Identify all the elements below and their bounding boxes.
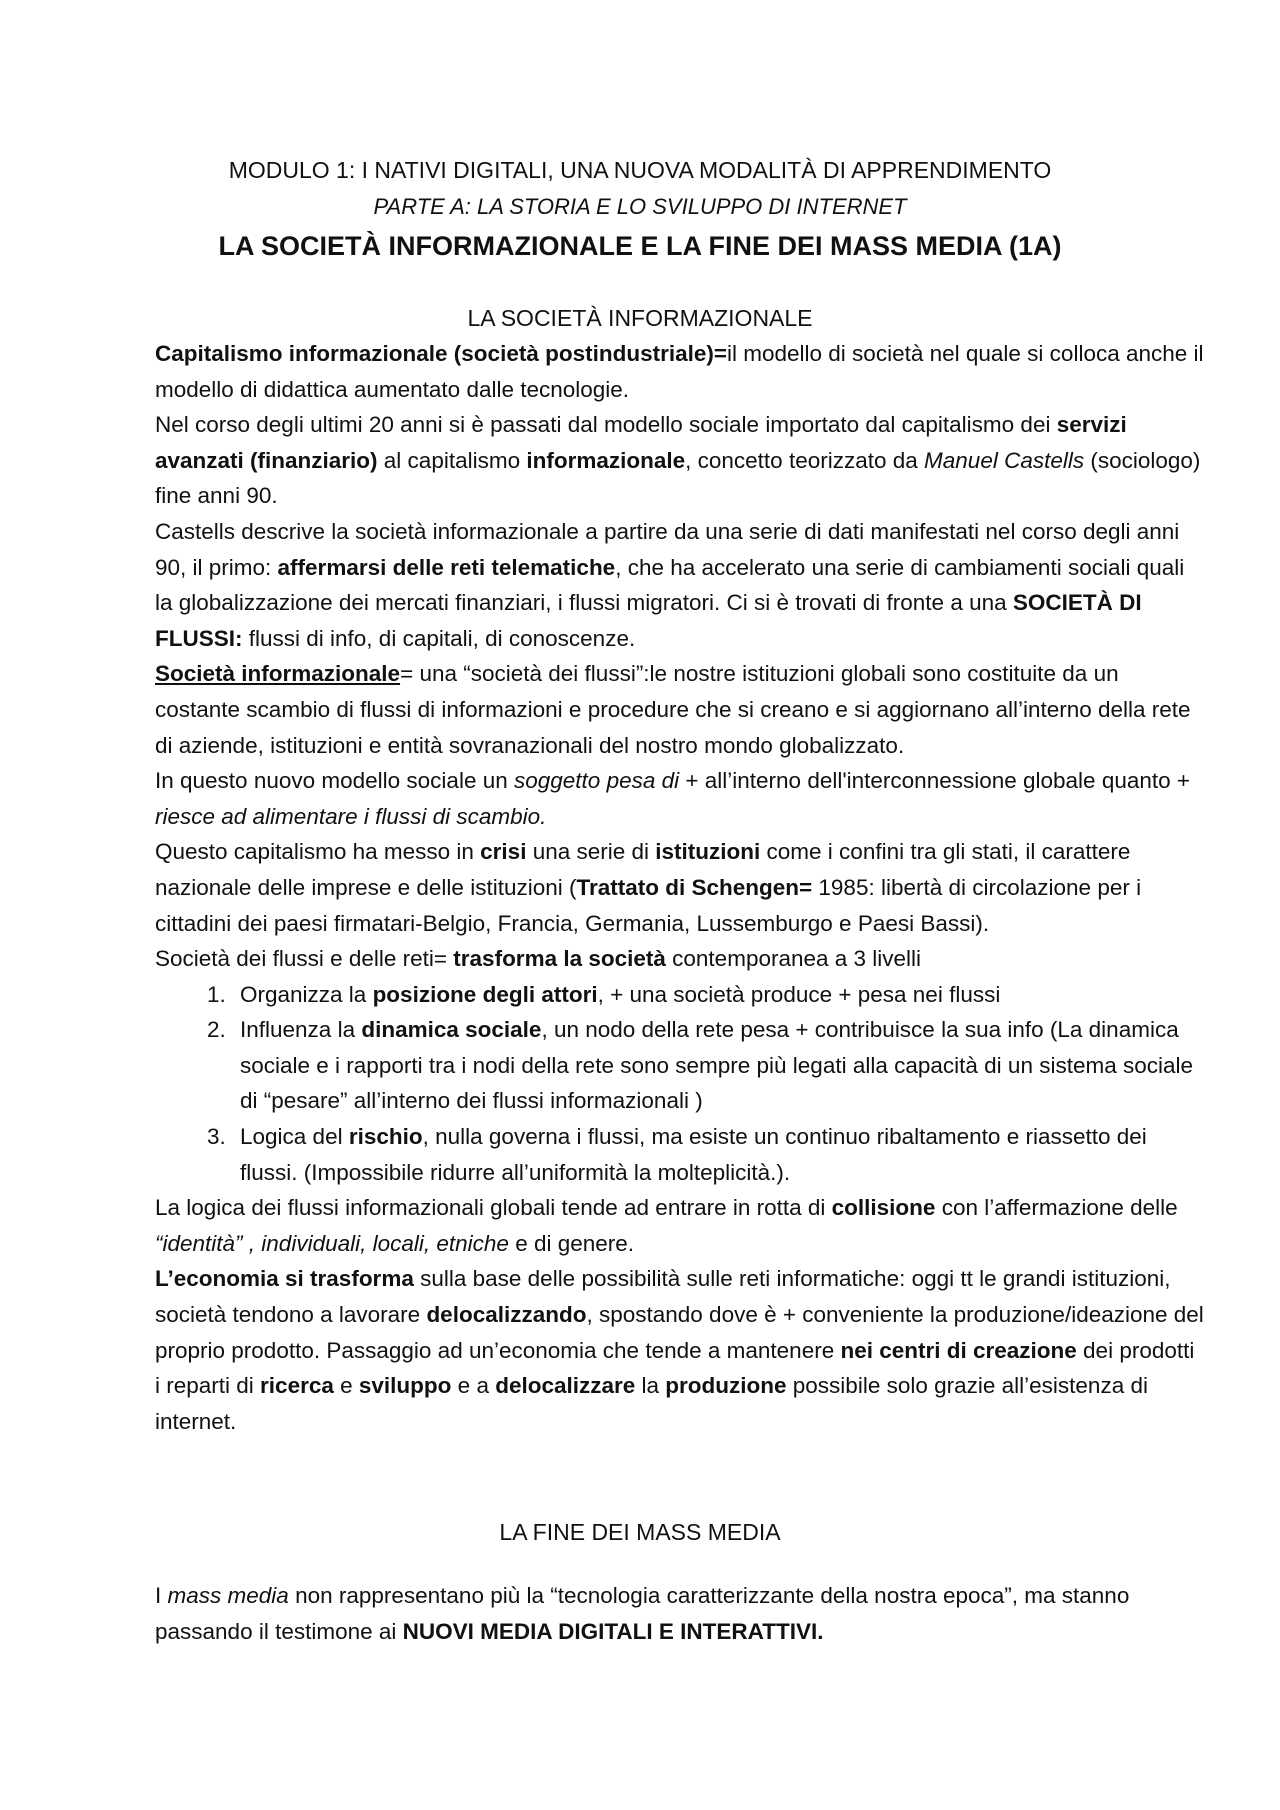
section-heading-societa: LA SOCIETÀ INFORMAZIONALE	[467, 305, 813, 331]
section-body-mass-media	[155, 1578, 1205, 1649]
paragraph-group	[155, 336, 1205, 977]
paragraph-group-after-list	[155, 1190, 1205, 1439]
document-title: LA SOCIETÀ INFORMAZIONALE E LA FINE DEI MASS MEDIA (1A)	[218, 231, 1062, 261]
paragraph-group	[155, 1578, 1205, 1649]
paragraph: Società dei flussi e delle reti= trasforma la società contemporanea a 3 livelli	[155, 946, 922, 972]
paragraph: Nel corso degli ultimi 20 anni si è passati dal modello sociale importato dal capitalismo dei servizi avanzati (finanziario) al capitalismo informazionale, concetto teorizzato da Manuel Castells (sociologo) fine anni 90.	[155, 412, 1201, 509]
numbered-list	[155, 977, 1205, 1191]
paragraph: L’economia si trasforma sulla base delle possibilità sulle reti informatiche: oggi tt le grandi istituzioni, società tendono a lavorare delocalizzando, spostando dove è + conveniente la produzione/ideazione del proprio prodotto. Passaggio ad un’economia che tende a mantenere nei centri di creazione dei prodotti i reparti di ricerca e sviluppo e a delocalizzare la produzione possibile solo grazie all’esistenza di internet.	[155, 1266, 1204, 1434]
section-heading-mass-media: LA FINE DEI MASS MEDIA	[499, 1519, 781, 1545]
section-body-societa	[155, 336, 1205, 1439]
paragraph: La logica dei flussi informazionali globali tende ad entrare in rotta di collisione con l’affermazione delle “identità” , individuali, locali, etniche e di genere.	[155, 1195, 1178, 1256]
paragraph: I mass media non rappresentano più la “tecnologia caratterizzante della nostra epoca”, ma stanno passando il testimone ai NUOVI MEDIA DIGITALI E INTERATTIVI.	[155, 1583, 1130, 1644]
paragraph: Questo capitalismo ha messo in crisi una serie di istituzioni come i confini tra gli stati, il carattere nazionale delle imprese e delle istituzioni (Trattato di Schengen= 1985: libertà di circolazione per i cittadini dei paesi firmatari-Belgio, Francia, Germania, Lussemburgo e Paesi Bassi).	[155, 839, 1142, 936]
paragraph: Società informazionale= una “società dei flussi”:le nostre istituzioni globali sono costituite da un costante scambio di flussi di informazioni e procedure che si creano e si aggiornano all’interno della rete di aziende, istituzioni e entità sovranazionali del nostro mondo globalizzato.	[155, 661, 1191, 758]
list-item: 2. Influenza la dinamica sociale, un nodo della rete pesa + contribuisce la sua info (La dinamica sociale e i rapporti tra i nodi della rete sono sempre più legati alla capacità di un sistema sociale di “pesare” all’interno dei flussi informazionali )	[232, 1012, 1205, 1119]
paragraph: Capitalismo informazionale (società postindustriale)=il modello di società nel quale si colloca anche il modello di didattica aumentato dalle tecnologie.	[155, 341, 1204, 402]
list-item: 1. Organizza la posizione degli attori, + una società produce + pesa nei flussi	[232, 977, 1205, 1013]
module-heading: MODULO 1: I NATIVI DIGITALI, UNA NUOVA MODALITÀ DI APPRENDIMENTO	[228, 157, 1052, 183]
paragraph: In questo nuovo modello sociale un soggetto pesa di + all’interno dell'interconnessione globale quanto + riesce ad alimentare i flussi di scambio.	[155, 768, 1191, 829]
paragraph: Castells descrive la società informazionale a partire da una serie di dati manifestati nel corso degli anni 90, il primo: affermarsi delle reti telematiche, che ha accelerato una serie di cambiamenti sociali quali la globalizzazione dei mercati finanziari, i flussi migratori. Ci si è trovati di fronte a una SOCIETÀ DI FLUSSI: flussi di info, di capitali, di conoscenze.	[155, 518, 1185, 651]
parte-subheading: PARTE A: LA STORIA E LO SVILUPPO DI INTERNET	[373, 194, 907, 219]
list-item: 3. Logica del rischio, nulla governa i flussi, ma esiste un continuo ribaltamento e riassetto dei flussi. (Impossibile ridurre all’uniformità la molteplicità.).	[232, 1119, 1205, 1190]
